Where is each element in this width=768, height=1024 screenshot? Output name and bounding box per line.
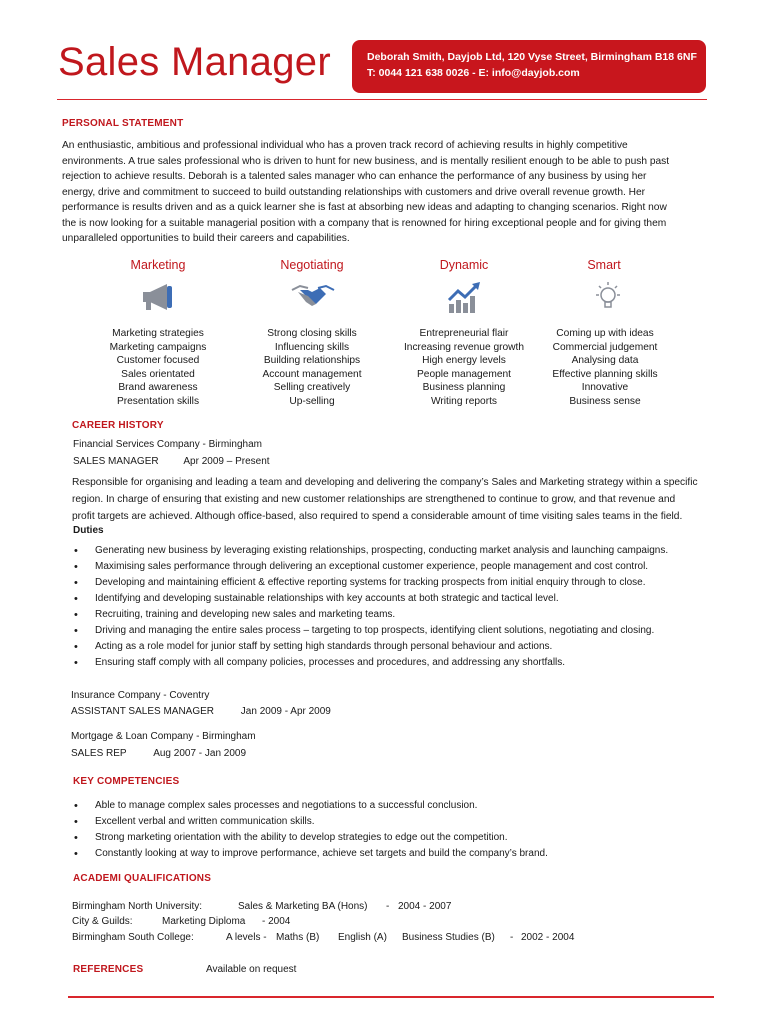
list-item: Up-selling xyxy=(289,395,335,407)
section-heading-career-history: CAREER HISTORY xyxy=(72,420,164,431)
job-role-line xyxy=(71,748,246,759)
competencies-list xyxy=(71,798,731,862)
header-divider xyxy=(57,99,707,100)
qualification-row xyxy=(72,901,712,912)
qualification-course: English (A) xyxy=(338,932,387,943)
list-item: Innovative xyxy=(581,382,629,394)
statement-line: the is now looking for a suitable managerial position with a company that is renowned for hiring exceptional people and for giving them xyxy=(62,217,667,229)
list-item: Sales orientated xyxy=(121,368,195,380)
list-item: Presentation skills xyxy=(116,395,200,407)
list-item: • Maximising sales performance through delivering an exceptional customer experience, people management and cost control. xyxy=(71,559,731,575)
job-company-name: Mortgage & Loan Company - Birmingham xyxy=(71,731,256,742)
contact-address: Deborah Smith, Dayjob Ltd, 120 Vyse Street, Birmingham B18 6NF xyxy=(367,51,697,63)
qualification-row xyxy=(72,916,712,927)
list-item: • Developing and maintaining efficient & effective reporting systems for tracking prospects from initial enquiry through to close. xyxy=(71,575,731,591)
skill-list-smart xyxy=(520,327,690,409)
job-dates: Aug 2007 - Jan 2009 xyxy=(153,748,247,759)
list-item: Writing reports xyxy=(430,395,498,407)
section-heading-references: REFERENCES xyxy=(73,964,144,975)
job-role: ASSISTANT SALES MANAGER xyxy=(71,706,215,717)
qualification-separator: - xyxy=(510,932,514,943)
contact-box xyxy=(352,40,706,93)
list-item: Marketing campaigns xyxy=(109,341,207,353)
job-role-line xyxy=(73,456,270,467)
skill-heading-dynamic: Dynamic xyxy=(439,258,489,272)
section-heading-key-competencies: KEY COMPETENCIES xyxy=(73,776,180,787)
list-item: People management xyxy=(416,368,511,380)
job-company-name: Insurance Company - Coventry xyxy=(71,690,210,701)
job-dates: Jan 2009 - Apr 2009 xyxy=(240,706,331,717)
duties-label: Duties xyxy=(73,525,104,536)
list-item: • Driving and managing the entire sales process – targeting to top prospects, identifying client solutions, negotiating and closing. xyxy=(71,623,731,639)
list-item: Increasing revenue growth xyxy=(403,341,525,353)
list-item: High energy levels xyxy=(422,355,506,367)
qualification-course: Marketing Diploma xyxy=(162,916,246,927)
list-item: • Excellent verbal and written communication skills. xyxy=(71,814,731,830)
list-item: Business sense xyxy=(569,395,641,407)
list-item: Marketing strategies xyxy=(112,328,204,339)
job-dates: Apr 2009 – Present xyxy=(183,456,270,467)
section-heading-qualifications: ACADEMI QUALIFICATIONS xyxy=(73,873,212,884)
list-item: • Constantly looking at way to improve performance, achieve set targets and build the company’s brand. xyxy=(71,846,731,862)
lightbulb-icon xyxy=(590,280,626,316)
list-item: Effective planning skills xyxy=(552,368,658,380)
list-item: Analysing data xyxy=(571,355,639,367)
references-value: Available on request xyxy=(206,964,297,975)
list-item: Brand awareness xyxy=(118,382,198,394)
qualification-place: City & Guilds: xyxy=(72,916,133,927)
skill-heading-negotiating: Negotiating xyxy=(280,258,344,272)
list-item: • Identifying and developing sustainable relationships with key accounts at both strategic and tactical level. xyxy=(71,591,731,607)
list-item: Entrepreneurial flair xyxy=(419,328,509,339)
statement-line: energy, drive and commitment to succeed to build outstanding relationships with customers and drive overall revenue growth. Her xyxy=(62,186,646,198)
list-item: Business planning xyxy=(422,382,506,394)
personal-statement-text xyxy=(62,138,722,247)
list-item: Account management xyxy=(262,368,362,380)
handshake-icon xyxy=(290,278,336,314)
list-item: Commercial judgement xyxy=(552,341,658,353)
list-item: • Generating new business by leveraging existing relationships, prospecting, conducting market analysis and launching campaigns. xyxy=(71,543,731,559)
qualification-row xyxy=(72,932,712,943)
list-item: Influencing skills xyxy=(274,341,350,353)
list-item: Coming up with ideas xyxy=(556,328,654,339)
job-role-line xyxy=(71,706,331,717)
job-company xyxy=(73,439,262,450)
growth-chart-icon xyxy=(446,280,482,316)
skill-heading-smart: Smart xyxy=(587,258,621,272)
statement-line: An enthusiastic, ambitious and professional individual who has a proven track record of achieving results in highly competitive xyxy=(62,140,628,151)
footer-divider xyxy=(68,996,714,998)
qualification-course: Business Studies (B) xyxy=(402,932,495,943)
skill-heading-marketing: Marketing xyxy=(130,258,186,272)
summary-line: region. In charge of ensuring that existing and new customer relationships are strengthened to continue to grow, and that revenue and xyxy=(72,494,676,505)
megaphone-icon xyxy=(140,280,176,316)
list-item: • Recruiting, training and developing new sales and marketing teams. xyxy=(71,607,731,623)
qualification-place: Birmingham North University: xyxy=(72,901,203,912)
list-item: Customer focused xyxy=(116,355,200,367)
qualification-course: Maths (B) xyxy=(276,932,320,943)
statement-line: unparalleled opportunities to build their careers and capabilities. xyxy=(62,233,350,244)
list-item: Strong closing skills xyxy=(267,328,357,339)
qualification-course: Sales & Marketing BA (Hons) xyxy=(238,901,368,912)
qualification-dates: 2002 - 2004 xyxy=(521,932,575,943)
job-company-name: Financial Services Company - Birmingham xyxy=(73,439,262,450)
list-item: Building relationships xyxy=(263,355,361,367)
section-heading-personal-statement: PERSONAL STATEMENT xyxy=(62,118,184,129)
qualification-dates: - 2004 xyxy=(262,916,291,927)
summary-line: profit targets are achieved. Although office-based, also required to spend a considerable amount of time visiting sales teams in the field. xyxy=(72,511,683,522)
statement-line: rejection to achieve results. Deborah is a talented sales manager who can enhance the performance of any business by using her xyxy=(62,171,647,182)
qualification-dates: 2004 - 2007 xyxy=(398,901,452,912)
job-role: SALES REP xyxy=(71,748,127,759)
list-item: • Able to manage complex sales processes and negotiations to a successful conclusion. xyxy=(71,798,731,814)
skill-list-marketing xyxy=(73,327,243,409)
page-title: Sales Manager xyxy=(58,40,331,84)
contact-phone-email: T: 0044 121 638 0026 - E: info@dayjob.com xyxy=(367,67,580,79)
list-item: • Acting as a role model for junior staff by setting high standards through personal behaviour and actions. xyxy=(71,639,731,655)
qualification-separator: - xyxy=(386,901,390,912)
skill-list-negotiating xyxy=(227,327,397,409)
job-summary xyxy=(72,474,732,525)
list-item: • Ensuring staff comply with all company policies, processes and procedures, and addressing any shortfalls. xyxy=(71,655,731,671)
summary-line: Responsible for organising and leading a team and developing and delivering the company’s Sales and Marketing strategy within a specific xyxy=(72,477,698,488)
statement-line: environments. A true sales professional who is driven to hunt for new business, and is mentally resilient enough to be able to push past xyxy=(62,155,670,167)
list-item: • Strong marketing orientation with the ability to develop strategies to edge out the competition. xyxy=(71,830,731,846)
job-role: SALES MANAGER xyxy=(73,456,159,467)
qualification-place: Birmingham South College: xyxy=(72,932,194,943)
list-item: Selling creatively xyxy=(273,382,351,394)
duties-list xyxy=(71,543,731,671)
statement-line: performance is results driven and as a quick learner she is fast at absorbing new ideas and adapting to changing scenarios. Right now xyxy=(62,202,667,213)
qualification-course: A levels - xyxy=(226,932,267,943)
